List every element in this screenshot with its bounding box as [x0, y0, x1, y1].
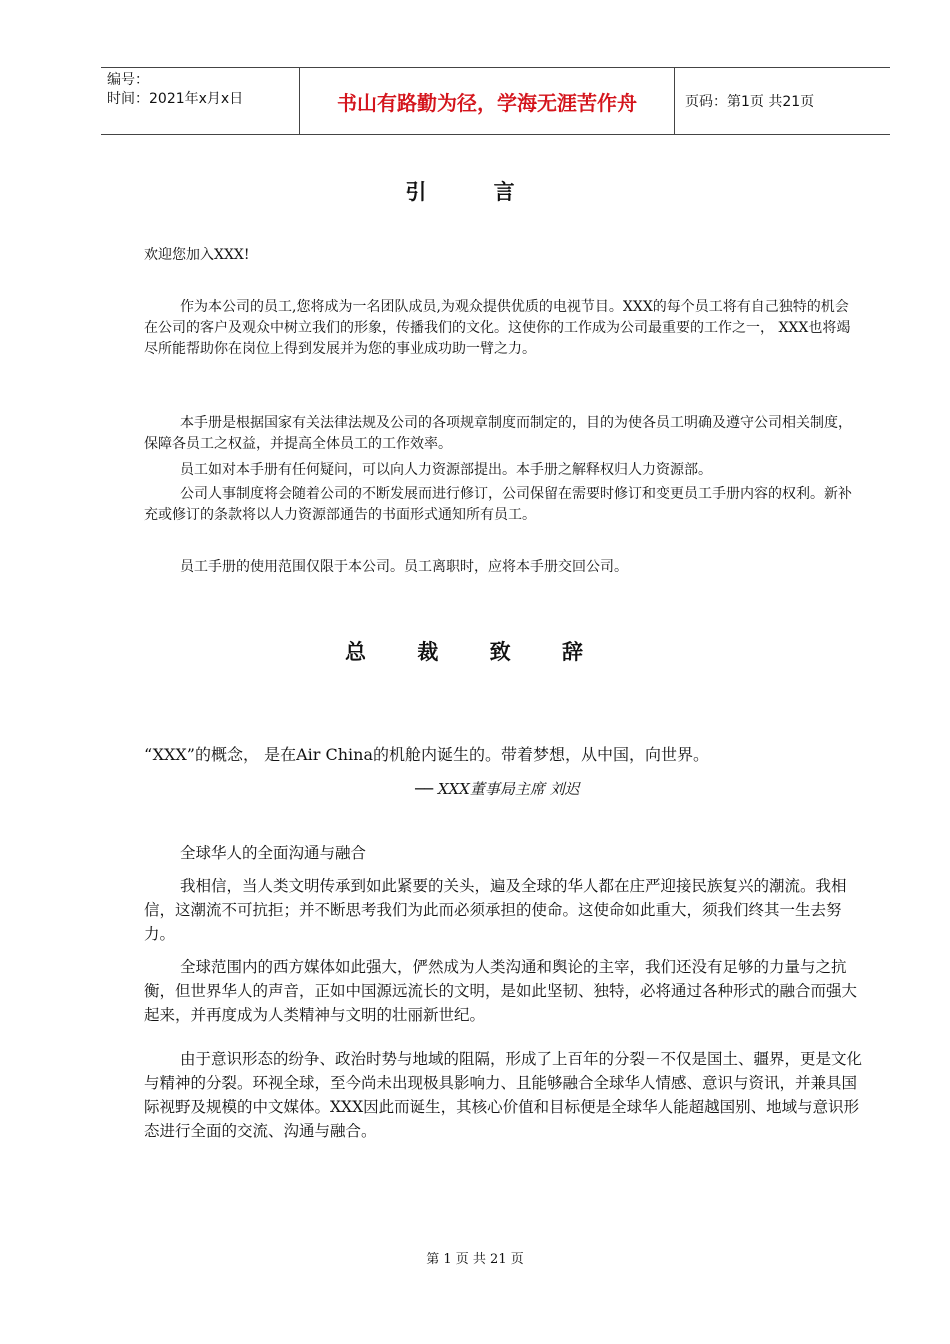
intro-title: 引 言 [405, 179, 545, 204]
welcome-text: 欢迎您加入XXX! [144, 247, 250, 263]
number-label: 编号： [107, 72, 149, 88]
header-table [101, 67, 890, 135]
time-label: 时间：2021年x月x日 [107, 91, 244, 107]
page-footer: 第 1 页 共 21 页 [426, 1252, 524, 1267]
message-paragraph-1: 我相信，当人类文明传承到如此紧要的关头，遍及全球的华人都在庄严迎接民族复兴的潮流。我相信，这潮流不可抗拒；并不断思考我们为此而必须承担的使命。这使命如此重大，须我们终其一生去努力。 [144, 877, 847, 943]
intro-paragraph-1: 作为本公司的员工,您将成为一名团队成员,为观众提供优质的电视节目。XXX的每个员工将有自己独特的机会在公司的客户及观众中树立我们的形象，传播我们的文化。这使你的工作成为公司最重要的工作之一， XXX也将竭尽所能帮助你在岗位上得到发展并为您的事业成功助一臂之力。 [144, 299, 851, 357]
intro-paragraph-4: 公司人事制度将会随着公司的不断发展而进行修订，公司保留在需要时修订和变更员工手册内容的权利。新补充或修订的条款将以人力资源部通告的书面形式通知所有员工。 [144, 486, 852, 523]
message-heading: 全球华人的全面沟通与融合 [180, 844, 367, 862]
message-paragraph-3: 由于意识形态的纷争、政治时势与地域的阻隔，形成了上百年的分裂－不仅是国土、疆界，更是文化与精神的分裂。环视全球，至今尚未出现极具影响力、且能够融合全球华人情感、意识与资讯，并兼具国际视野及规模的中文媒体。XXX因此而诞生，其核心价值和目标便是全球华人能超越国别、地域与意识形态进行全面的交流、沟通与融合。 [144, 1050, 863, 1140]
intro-paragraph-5: 员工手册的使用范围仅限于本公司。员工离职时，应将本手册交回公司。 [180, 559, 628, 575]
intro-paragraph-3: 员工如对本手册有任何疑问，可以向人力资源部提出。本手册之解释权归人力资源部。 [180, 462, 712, 478]
president-quote: “XXX”的概念， 是在Air China的机舱内诞生的。带着梦想，从中国，向世界。 [144, 745, 709, 764]
president-signature: ── XXX董事局主席 刘迟 [415, 780, 580, 798]
message-title: 总 裁 致 辞 [345, 639, 605, 664]
header-motto: 书山有路勤为径，学海无涯苦作舟 [300, 68, 675, 134]
header-meta [101, 68, 300, 134]
intro-paragraph-2: 本手册是根据国家有关法律法规及公司的各项规章制度而制定的，目的为使各员工明确及遵守公司相关制度，保障各员工之权益，并提高全体员工的工作效率。 [144, 415, 852, 452]
header-page-info: 页码：第1页 共21页 [685, 94, 815, 110]
message-paragraph-2: 全球范围内的西方媒体如此强大，俨然成为人类沟通和舆论的主宰，我们还没有足够的力量与之抗衡，但世界华人的声音，正如中国源远流长的文明，是如此坚韧、独特，必将通过各种形式的融合而强大起来，并再度成为人类精神与文明的壮丽新世纪。 [144, 958, 858, 1024]
